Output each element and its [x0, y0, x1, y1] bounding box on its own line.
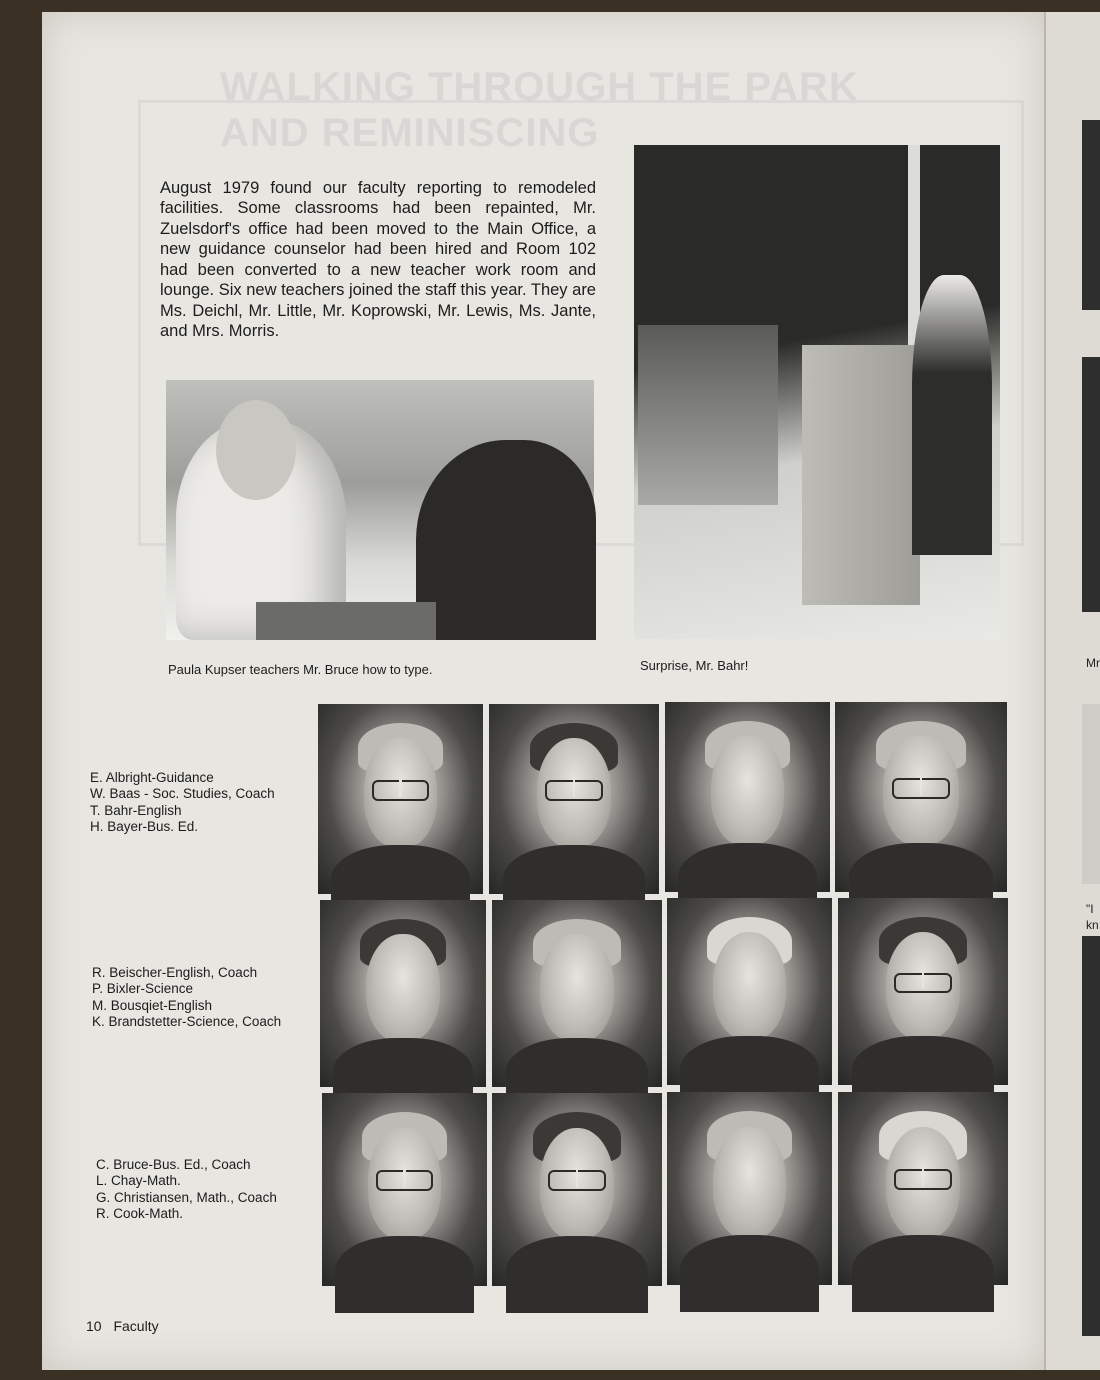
portrait-albright [318, 704, 483, 894]
portrait-chay [492, 1093, 662, 1286]
surprise-photo-caption: Surprise, Mr. Bahr! [640, 658, 749, 673]
page-number: 10 [86, 1318, 102, 1334]
portrait-christiansen [667, 1092, 832, 1285]
facing-photo-4 [1082, 936, 1100, 1336]
portrait-names-row-2 [92, 965, 281, 1031]
portrait-bruce [322, 1093, 487, 1286]
portrait-beischer [320, 900, 486, 1087]
portrait-names-row-1 [90, 770, 275, 836]
student-figure [416, 440, 596, 640]
intro-paragraph: August 1979 found our faculty reporting to remodeled facilities. Some classrooms had been repainted, Mr. Zuelsdorf's office had been moved to the Main Office, a new guidance counselor had been hired and Room 102 had been converted to a new teacher work room and lounge. Six new teachers joined the staff this year. They are Ms. Deichl, Mr. Little, Mr. Koprowski, Mr. Lewis, Ms. Jante, and Mrs. Morris. [160, 178, 596, 340]
yearbook-page [42, 12, 1044, 1370]
teacher-head [216, 400, 296, 500]
name-beischer: R. Beischer-English, Coach [92, 965, 258, 980]
name-bixler: P. Bixler-Science [92, 981, 194, 997]
name-bruce: C. Bruce-Bus. Ed., Coach [96, 1157, 251, 1172]
name-christiansen: G. Christiansen, Math., Coach [96, 1189, 277, 1205]
portrait-cook [838, 1092, 1008, 1285]
students-table [638, 325, 778, 505]
name-chay: L. Chay-Math. [96, 1173, 181, 1189]
name-baas: W. Baas - Soc. Studies, Coach [90, 786, 275, 802]
facing-caption-3: kn [1086, 918, 1099, 932]
name-cook: R. Cook-Math. [96, 1206, 184, 1222]
portrait-brandstetter [838, 898, 1008, 1085]
name-bahr: T. Bahr-English [90, 802, 182, 818]
section-name: Faculty [113, 1318, 159, 1334]
portrait-names-row-3 [96, 1157, 277, 1223]
portrait-bayer [835, 702, 1007, 892]
facing-caption-2: "I [1086, 902, 1094, 916]
portrait-bixler [492, 900, 662, 1087]
podium [802, 345, 920, 605]
typing-photo-caption: Paula Kupser teachers Mr. Bruce how to type. [168, 662, 433, 677]
surprise-photo [634, 145, 1000, 639]
typewriter [256, 602, 436, 640]
facing-photo-1 [1082, 120, 1100, 310]
typing-photo [166, 380, 594, 640]
facing-photo-3 [1082, 704, 1100, 884]
portrait-baas [489, 704, 659, 894]
facing-page-edge [1044, 12, 1100, 1370]
ghost-title: WALKING THROUGH THE PARK AND REMINISCING [220, 65, 859, 155]
name-brandstetter: K. Brandstetter-Science, Coach [92, 1014, 282, 1030]
portrait-bahr [665, 702, 830, 892]
name-bousqiet: M. Bousqiet-English [92, 997, 213, 1013]
teacher-figure-seated [912, 275, 992, 555]
facing-caption-1: Mr [1086, 656, 1100, 670]
name-bayer: H. Bayer-Bus. Ed. [90, 819, 199, 835]
portrait-bousqiet [667, 898, 832, 1085]
name-albright: E. Albright-Guidance [90, 770, 214, 785]
facing-photo-2 [1082, 357, 1100, 612]
page-footer [86, 1318, 167, 1334]
